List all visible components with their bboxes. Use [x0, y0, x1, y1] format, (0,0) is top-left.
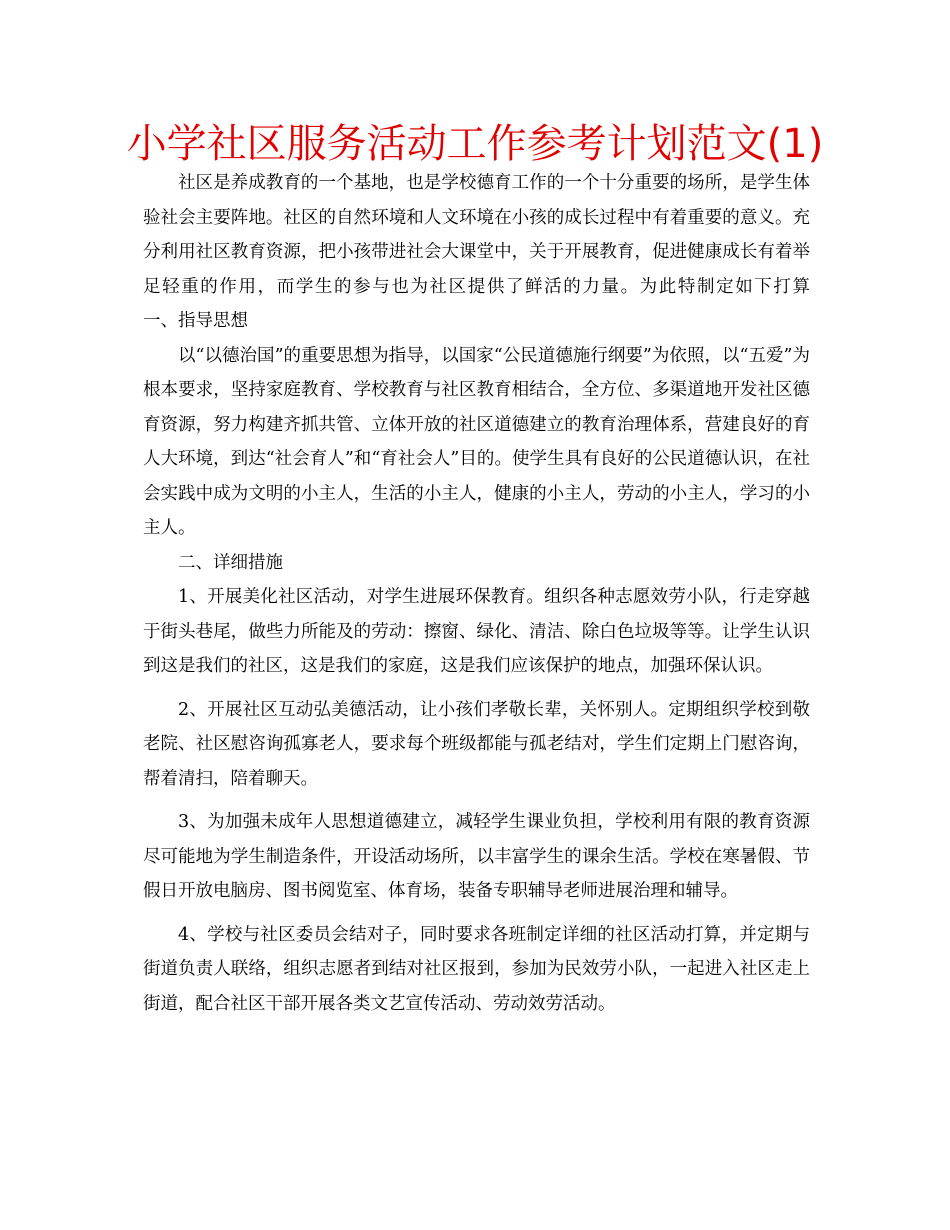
- document-title: 小学社区服务活动工作参考计划范文(1): [126, 121, 824, 167]
- measure-item-2: 2、开展社区互动弘美德活动，让小孩们孝敬长辈，关怀别人。定期组织学校到敬老院、社区慰咨询孤寡老人，要求每个班级都能与孤老结对，学生们定期上门慰咨询，帮着清扫，陪着聊天。: [143, 699, 810, 789]
- section-heading-measures: 二、详细措施: [178, 552, 283, 573]
- measure-item-1: 1、开展美化社区活动，对学生进展环保教育。组织各种志愿效劳小队，行走穿越于街头巷尾，做些力所能及的劳动：擦窗、绿化、清洁、除白色垃圾等等。让学生认识到这是我们的社区，这是我们的家庭，这是我们应该保护的地点，加强环保认识。: [143, 587, 810, 676]
- intro-paragraph: 社区是养成教育的一个基地，也是学校德育工作的一个十分重要的场所，是学生体验社会主要阵地。社区的自然环境和人文环境在小孩的成长过程中有着重要的意义。充分利用社区教育资源，把小孩带进社会大课堂中，关于开展教育，促进健康成长有着举足轻重的作用，而学生的参与也为社区提供了鲜活的力量。为此特制定如下打算 一、指导思想: [143, 173, 845, 331]
- measure-item-3: 3、为加强未成年人思想道德建立，减轻学生课业负担，学校利用有限的教育资源尽可能地为学生制造条件，开设活动场所，以丰富学生的课余生活。学校在寒暑假、节假日开放电脑房、图书阅览室、体育场，装备专职辅导老师进展治理和辅导。: [143, 812, 810, 901]
- document-body: [143, 166, 845, 1021]
- guiding-ideology-paragraph: 以“以德治国”的重要思想为指导，以国家“公民道德施行纲要”为依照，以“五爱”为根本要求，坚持家庭教育、学校教育与社区教育相结合，全方位、多渠道地开发社区德育资源，努力构建齐抓共管、立体开放的社区道德建立的教育治理体系，营建良好的育人大环境，到达“社会育人”和“育社会人”目的。使学生具有良好的公民道德认识，在社会实践中成为文明的小主人，生活的小主人，健康的小主人，劳动的小主人，学习的小主人。: [143, 345, 810, 538]
- measure-item-4: 4、学校与社区委员会结对子，同时要求各班制定详细的社区活动打算，并定期与街道负责人联络，组织志愿者到结对社区报到，参加为民效劳小队，一起进入社区走上街道，配合社区干部开展各类文艺宣传活动、劳动效劳活动。: [143, 924, 810, 1014]
